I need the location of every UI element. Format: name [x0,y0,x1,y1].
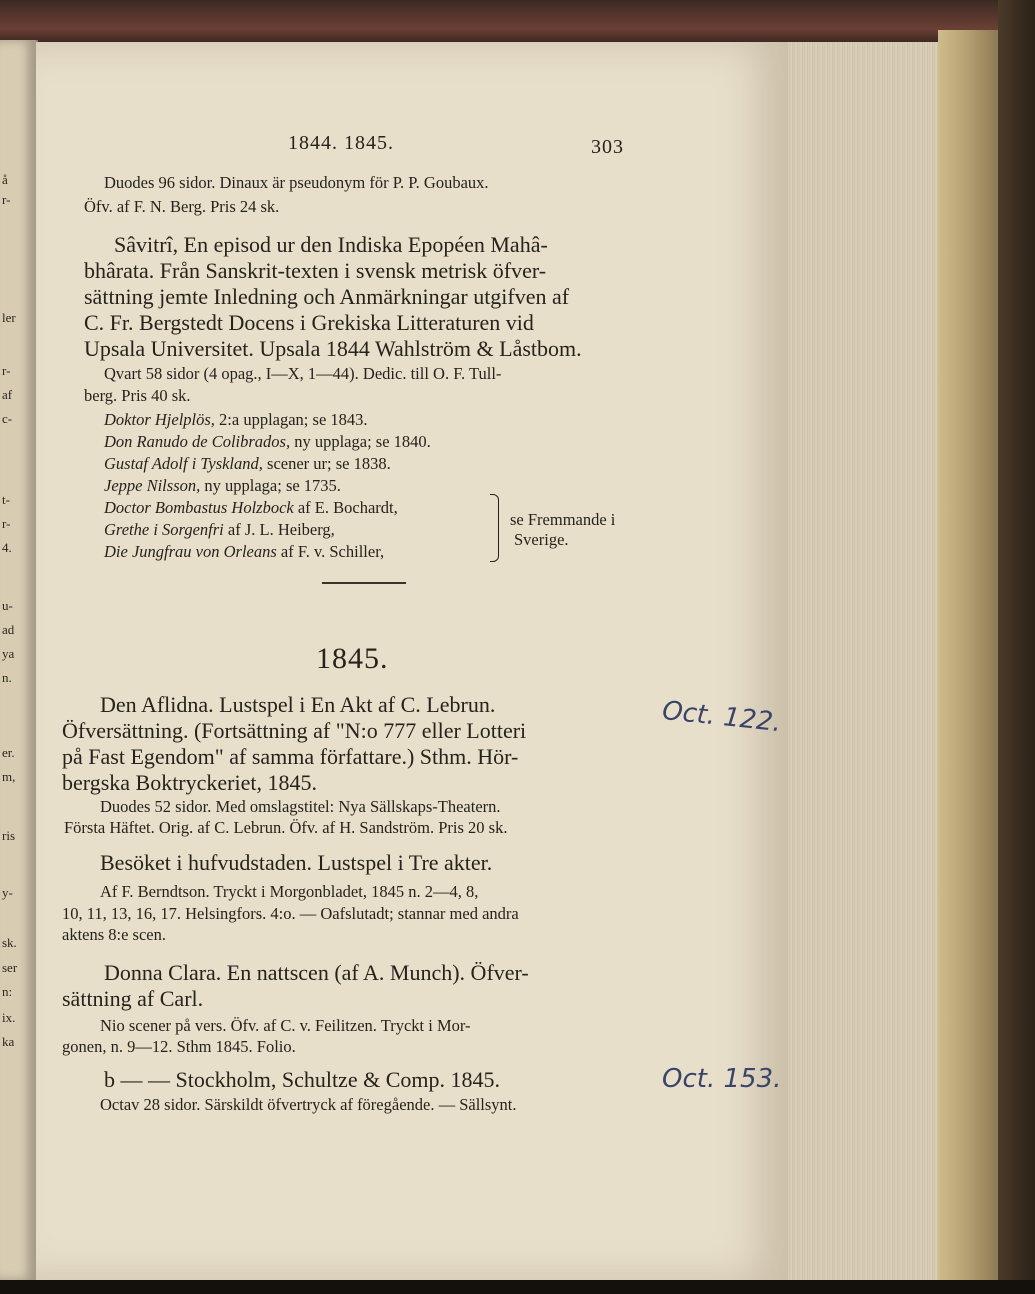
margin-fragment: ler [2,310,16,325]
brace-note: se Fremmande i [510,510,616,529]
entry-note: Första Häftet. Orig. af C. Lebrun. Öfv. af H. Sandström. Pris 20 sk. [64,818,508,837]
margin-fragment: af [2,387,13,402]
spine-top [0,0,1035,48]
entry-title-line: Upsala Universitet. Upsala 1844 Wahlström & Låstbom. [84,336,582,361]
entry-title-line: bhârata. Från Sanskrit-texten i svensk metrisk öfver- [84,258,547,283]
background-bottom [0,1280,1035,1294]
reprint-entry: Die Jungfrau von Orleans af F. v. Schiller, [104,542,385,561]
margin-fragment: ser [2,960,18,975]
book-cover [998,0,1035,1294]
margin-fragment: r- [2,192,11,207]
margin-fragment: å [2,172,8,187]
entry-note: Duodes 52 sidor. Med omslagstitel: Nya Sällskaps-Theatern. [100,797,501,816]
page-number: 303 [591,136,624,158]
entry-title-line: på Fast Egendom" af samma författare.) Sthm. Hör- [62,744,519,769]
margin-fragment: 4. [2,540,12,555]
book-page [36,42,788,1280]
book-board [938,30,998,1280]
reprint-entry: Don Ranudo de Colibrados, ny upplaga; se 1840. [104,432,431,451]
entry-note: aktens 8:e scen. [62,925,167,944]
reprint-entry: Doktor Hjelplös, 2:a upplagan; se 1843. [104,410,368,429]
margin-fragment: ad [2,622,15,637]
entry-title-line: bergska Boktryckeriet, 1845. [62,770,317,795]
margin-fragment: sk. [2,935,17,950]
entry-title-line: b — — Stockholm, Schultze & Comp. 1845. [104,1067,500,1092]
running-head-years: 1844. 1845. [288,132,394,154]
entry-note: Octav 28 sidor. Särskildt öfvertryck af föregående. — Sällsynt. [100,1095,517,1114]
entry-title-line: sättning af Carl. [62,986,204,1011]
brace-note: Sverige. [514,530,569,549]
brace [490,494,499,562]
entry-title-line: Besöket i hufvudstaden. Lustspel i Tre akter. [100,850,493,875]
handwritten-annotation: Oct. 122. [660,695,783,739]
entry-title-line: C. Fr. Bergstedt Docens i Grekiska Litteraturen vid [84,310,534,335]
margin-fragment: u- [2,598,13,613]
entry-note: Duodes 96 sidor. Dinaux är pseudonym för P. P. Goubaux. [104,173,489,192]
margin-fragment: ka [2,1034,15,1049]
entry-title-line: Öfversättning. (Fortsättning af "N:o 777 eller Lotteri [62,718,527,743]
entry-note: gonen, n. 9—12. Sthm 1845. Folio. [62,1037,296,1056]
margin-fragment: m, [2,769,16,784]
entry-note: Nio scener på vers. Öfv. af C. v. Feilitzen. Tryckt i Mor- [100,1016,471,1035]
reprint-entry: Gustaf Adolf i Tyskland, scener ur; se 1838. [104,454,391,473]
entry-note: Af F. Berndtson. Tryckt i Morgonbladet, 1845 n. 2—4, 8, [100,882,479,901]
entry-note: Qvart 58 sidor (4 opag., I—X, 1—44). Dedic. till O. F. Tull- [104,364,502,383]
margin-fragment: r- [2,363,11,378]
margin-fragment: n: [2,984,13,999]
entry-title-line: Donna Clara. En nattscen (af A. Munch). Öfver- [104,960,529,985]
margin-fragment: y- [2,885,13,900]
entry-title-line: Sâvitrî, En episod ur den Indiska Epopéen Mahâ- [114,232,548,257]
margin-fragment: ya [2,646,15,661]
margin-fragment: ris [2,828,15,843]
entry-note: 10, 11, 13, 16, 17. Helsingfors. 4:o. — Oafslutadt; stannar med andra [62,904,519,923]
margin-fragment: r- [2,516,11,531]
margin-fragment: t- [2,492,10,507]
page-edges [788,42,938,1280]
margin-fragment: n. [2,670,12,685]
section-rule [322,582,406,584]
entry-note: Öfv. af F. N. Berg. Pris 24 sk. [84,197,280,216]
reprint-entry: Grethe i Sorgenfri af J. L. Heiberg, [104,520,335,539]
left-page-margin [0,40,38,1280]
reprint-entry: Doctor Bombastus Holzbock af E. Bochardt, [104,498,398,517]
section-year-heading: 1845. [316,642,389,675]
entry-title-line: sättning jemte Inledning och Anmärkningar utgifven af [84,284,570,309]
margin-fragment: er. [2,745,15,760]
entry-title-line: Den Aflidna. Lustspel i En Akt af C. Lebrun. [100,692,496,717]
handwritten-annotation: Oct. 153. [662,1064,782,1094]
reprint-entry: Jeppe Nilsson, ny upplaga; se 1735. [104,476,341,495]
entry-note: berg. Pris 40 sk. [84,386,191,405]
margin-fragment: c- [2,411,13,426]
margin-fragment: ix. [2,1010,16,1025]
